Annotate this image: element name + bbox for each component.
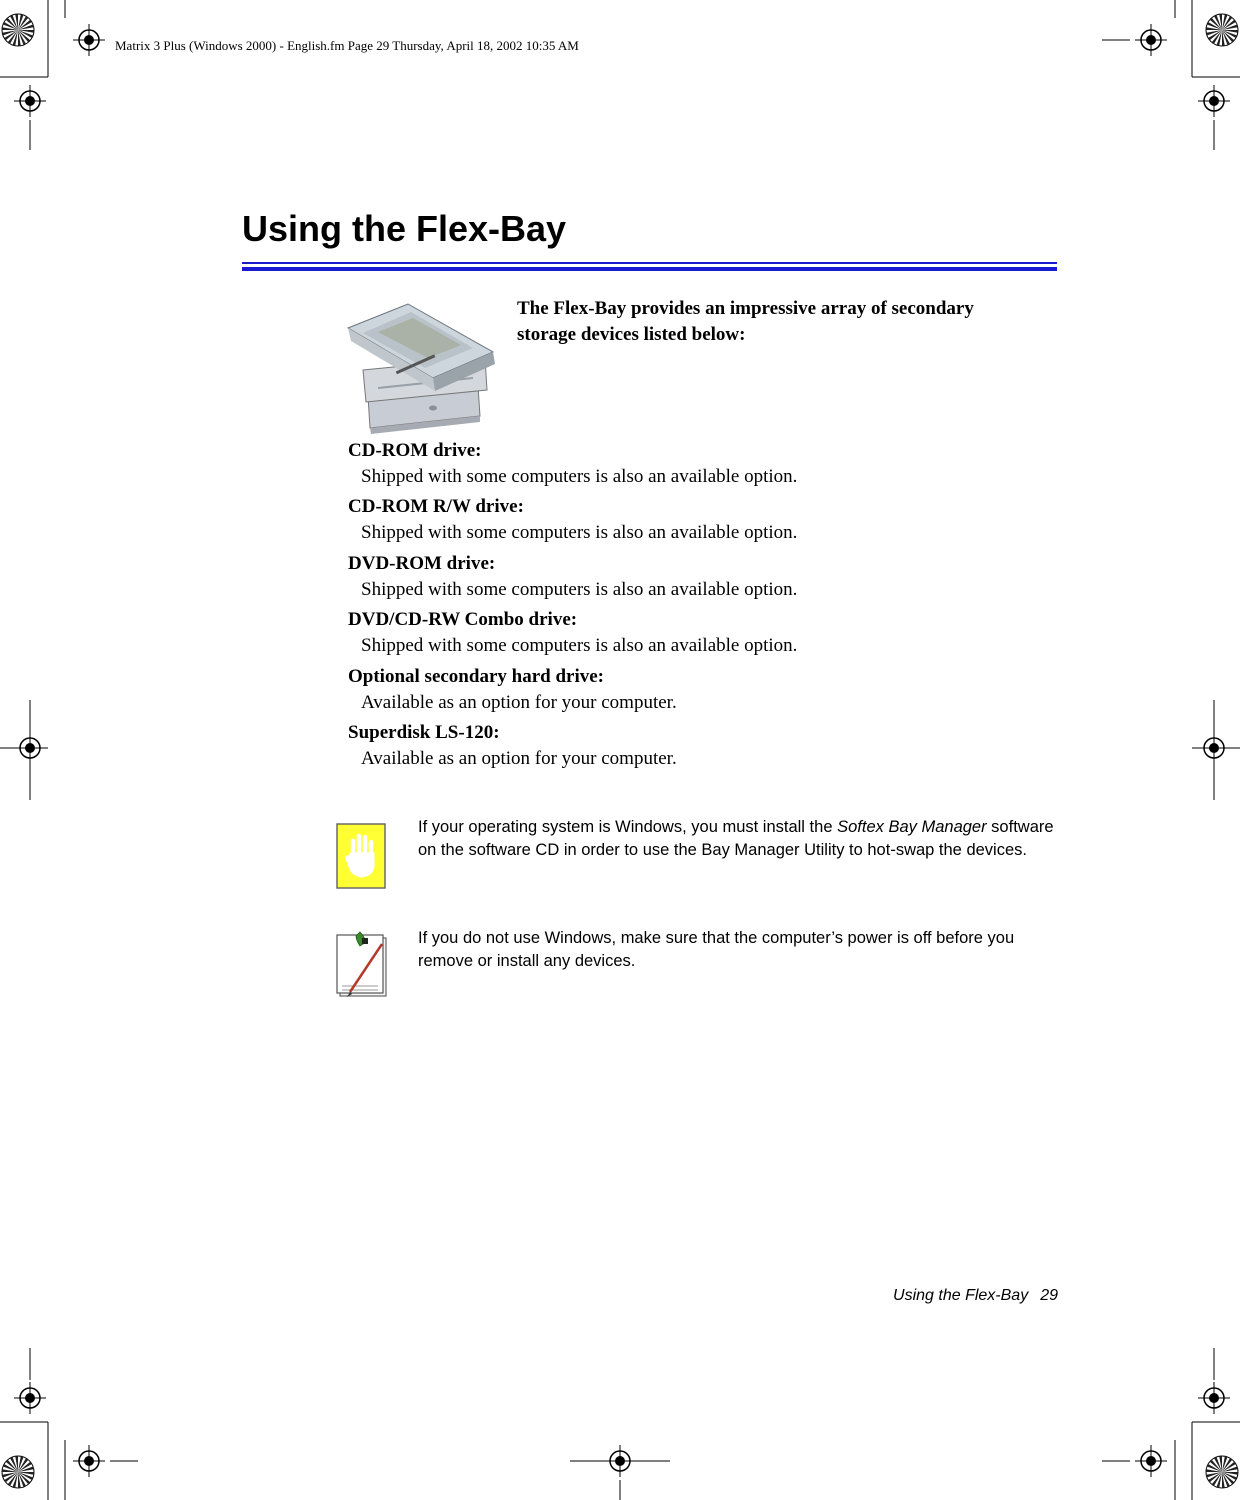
device-name: Optional secondary hard drive:: [348, 665, 604, 687]
note-text: If you do not use Windows, make sure that the computer’s power is off before you remove or install any devices.: [418, 929, 1015, 970]
page-footer: [893, 1287, 1058, 1305]
registration-target: [1135, 24, 1167, 56]
registration-starburst: [1206, 1456, 1238, 1488]
device-item: [348, 664, 1048, 720]
device-name: DVD/CD-RW Combo drive:: [348, 609, 578, 631]
registration-target: [1198, 1382, 1230, 1414]
software-name: Softex Bay Manager: [837, 818, 987, 836]
registration-target: [73, 24, 105, 56]
device-name: CD-ROM R/W drive:: [348, 496, 524, 518]
registration-target: [1198, 85, 1230, 117]
registration-target: [73, 1445, 105, 1477]
device-item: [348, 607, 1048, 663]
note-pen-icon: [334, 930, 390, 1000]
registration-target: [14, 1382, 46, 1414]
device-name: Superdisk LS-120:: [348, 721, 500, 743]
device-description: Shipped with some computers is also an available option.: [361, 578, 798, 600]
caution-text-end: software on the software CD in order to use the Bay Manager Utility to hot-swap the devices.: [418, 818, 1054, 859]
stop-hand-icon: [336, 823, 386, 889]
device-name: CD-ROM drive:: [348, 440, 482, 461]
registration-starburst: [1206, 14, 1238, 46]
caution-text-start: If your operating system is Windows, you must install the: [418, 818, 838, 836]
device-item: [348, 438, 1048, 494]
device-item: [348, 720, 1048, 776]
running-head: Matrix 3 Plus (Windows 2000) - English.fm Page 29 Thursday, April 18, 2002 10:35 AM: [115, 38, 579, 53]
registration-target: [14, 85, 46, 117]
title-double-rule: [242, 262, 1057, 272]
device-description: Shipped with some computers is also an available option.: [361, 635, 798, 657]
device-item: [348, 551, 1048, 607]
intro-text: The Flex-Bay provides an impressive array of secondary storage devices listed below:: [517, 298, 974, 345]
caution-note: [418, 816, 1058, 862]
device-item: [348, 494, 1048, 550]
device-description: Shipped with some computers is also an available option.: [361, 466, 798, 487]
device-list: [348, 438, 1048, 776]
device-name: DVD-ROM drive:: [348, 552, 496, 574]
device-description: Available as an option for your computer.: [361, 747, 677, 769]
page-title: Using the Flex-Bay: [242, 208, 567, 249]
device-description: Available as an option for your computer.: [361, 691, 677, 713]
device-description: Shipped with some computers is also an available option.: [361, 522, 798, 544]
registration-target: [1135, 1445, 1167, 1477]
storage-drives-image: [333, 298, 503, 434]
page-number: 29: [1040, 1287, 1058, 1304]
registration-starburst: [2, 1456, 34, 1488]
registration-starburst: [2, 14, 34, 46]
footer-section: Using the Flex-Bay: [893, 1287, 1029, 1304]
